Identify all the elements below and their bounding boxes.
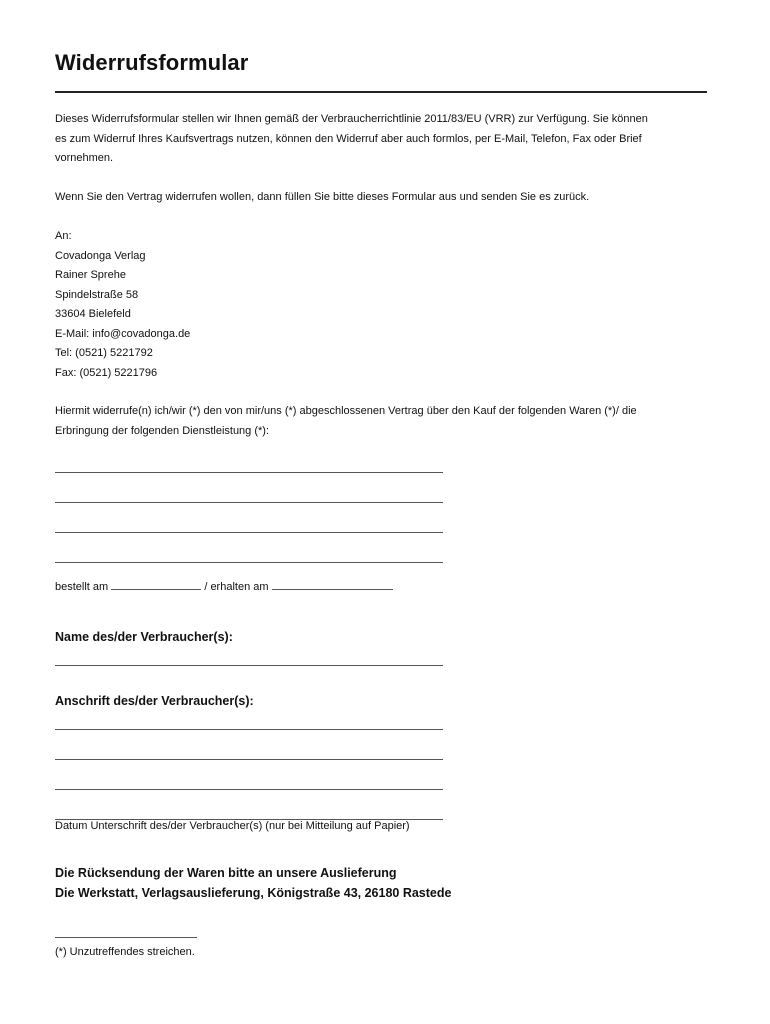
address-line: Rainer Sprehe [55,269,126,281]
return-info-line-2: Die Werkstatt, Verlagsauslieferung, Königstraße 43, 26180 Rastede [55,886,452,900]
footnote-separator [55,937,197,938]
consumer-name-heading: Name des/der Verbraucher(s): [55,630,233,644]
ordered-label: bestellt am [55,581,109,593]
consumer-name-input-line[interactable] [55,665,443,666]
consumer-address-input-line-3[interactable] [55,789,443,790]
intro-line-2: es zum Widerruf Ihres Kaufsvertrags nutzen, können den Widerruf aber auch formlos, per E-Mail, Telefon, Fax oder Brief [55,132,642,145]
signature-caption: Datum Unterschrift des/der Verbraucher(s) (nur bei Mitteilung auf Papier) [55,820,410,832]
address-phone: Tel: (0521) 5221792 [55,347,153,359]
address-fax: Fax: (0521) 5221796 [55,366,158,379]
order-dates-row [55,578,393,598]
intro-line-3: vornehmen. [55,152,114,164]
goods-input-line-3[interactable] [55,532,443,533]
revocation-line-1: Hiermit widerrufe(n) ich/wir (*) den von mir/uns (*) abgeschlossenen Vertrag über den Kauf der folgenden Waren (*)/ die [55,405,637,417]
address-email: E-Mail: info@covadonga.de [55,327,191,340]
received-date-field[interactable] [272,579,393,590]
goods-input-line-1[interactable] [55,472,443,473]
ordered-date-field[interactable] [111,579,201,590]
address-line: Covadonga Verlag [55,249,146,262]
consumer-address-input-line-1[interactable] [55,729,443,730]
goods-input-line-2[interactable] [55,502,443,503]
consumer-address-input-line-2[interactable] [55,759,443,760]
received-label: / erhalten am [204,581,269,593]
address-line: Spindelstraße 58 [55,288,139,301]
address-line: 33604 Bielefeld [55,308,131,320]
goods-input-line-4[interactable] [55,562,443,563]
instruction-text: Wenn Sie den Vertrag widerrufen wollen, dann füllen Sie bitte dieses Formular aus und senden Sie es zurück. [55,191,590,203]
address-to-label: An: [55,230,72,242]
revocation-line-2: Erbringung der folgenden Dienstleistung (*): [55,424,270,437]
title-rule [55,91,707,93]
return-info-line-1: Die Rücksendung der Waren bitte an unsere Auslieferung [55,866,397,880]
consumer-address-heading: Anschrift des/der Verbraucher(s): [55,694,254,708]
footnote: (*) Unzutreffendes streichen. [55,946,195,958]
intro-line-1: Dieses Widerrufsformular stellen wir Ihnen gemäß der Verbraucherrichtlinie 2011/83/EU (VRR) zur Verfügung. Sie können [55,113,648,125]
page-title: Widerrufsformular [55,50,249,75]
